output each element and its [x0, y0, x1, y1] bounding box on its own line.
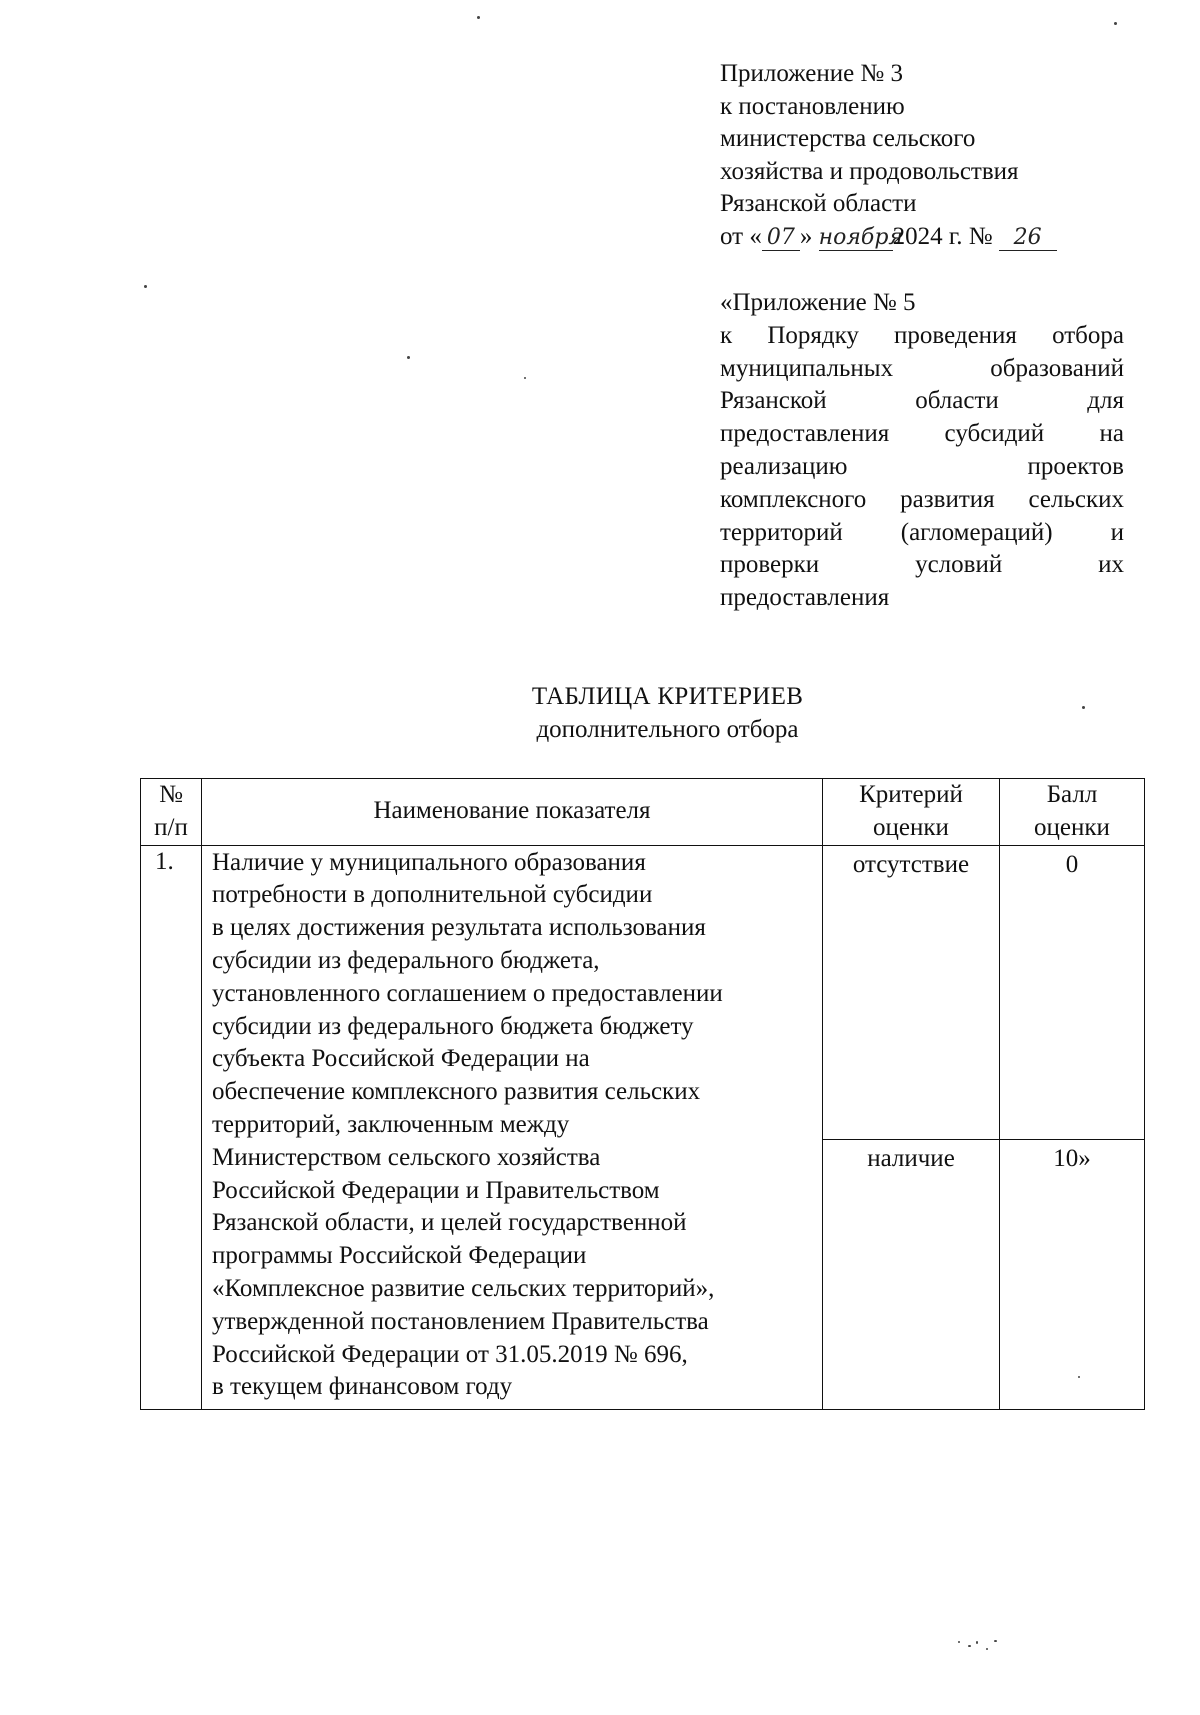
indicator-line: Наличие у муниципального образования	[212, 848, 646, 876]
row-number: 1.	[141, 845, 202, 1409]
date-prefix: от «	[720, 222, 762, 250]
header-name: Наименование показателя	[202, 779, 823, 846]
header-number-l1: №	[159, 781, 183, 808]
indicator-line: территорий, заключенным между	[212, 1110, 570, 1138]
order-line: проверки условий их	[720, 551, 1124, 579]
handwritten-day: 07	[762, 226, 800, 251]
scan-speck	[1114, 22, 1117, 25]
scan-speck	[477, 16, 480, 19]
criterion-presence: наличие	[823, 1139, 1000, 1409]
order-line: муниципальных образований	[720, 354, 1124, 382]
scan-speck	[994, 1640, 997, 1642]
indicator-line: субсидии из федерального бюджета бюджету	[212, 1012, 694, 1040]
scan-speck	[968, 1645, 971, 1647]
order-line: комплексного развития сельских	[720, 485, 1124, 513]
indicator-line: в текущем финансовом году	[212, 1373, 513, 1401]
indicator-line: программы Российской Федерации	[212, 1242, 587, 1270]
appendix-line: министерства сельского	[720, 125, 976, 152]
scan-speck	[407, 356, 410, 359]
order-last-line: предоставления	[720, 584, 890, 612]
header-number-l2: п/п	[154, 813, 188, 841]
table-row	[141, 845, 1145, 1139]
header-score-l1: Балл	[1046, 781, 1098, 808]
indicator-line: потребности в дополнительной субсидии	[212, 881, 653, 909]
indicator-line: «Комплексное развитие сельских территорий»,	[212, 1274, 715, 1302]
order-line: Рязанской области для	[720, 387, 1124, 415]
indicator-line: Рязанской области, и целей государственной	[212, 1209, 687, 1237]
header-criterion-l1: Критерий	[859, 781, 963, 808]
header-criterion	[823, 779, 1000, 846]
order-first-line: «Приложение № 5	[720, 289, 916, 316]
appendix-date-line	[720, 221, 1130, 254]
order-line: к Порядку проведения отбора	[720, 321, 1124, 349]
order-line: реализацию проектов	[720, 452, 1124, 480]
indicator-line: установленного соглашением о предоставлении	[212, 979, 723, 1007]
scan-speck	[524, 377, 526, 379]
header-criterion-l2: оценки	[873, 813, 949, 841]
order-line: предоставления субсидий на	[720, 420, 1124, 448]
appendix-line: Рязанской области	[720, 190, 917, 217]
handwritten-month: ноября	[818, 224, 903, 250]
scan-speck	[976, 1641, 978, 1644]
header-number	[141, 779, 202, 846]
indicator-line: субсидии из федерального бюджета,	[212, 946, 600, 974]
appendix-line: Приложение № 3	[720, 60, 904, 87]
scan-speck	[1082, 706, 1085, 709]
order-line: территорий (агломераций) и	[720, 518, 1124, 546]
criterion-absence: отсутствие	[823, 845, 1000, 1139]
scan-speck	[958, 1641, 960, 1643]
indicator-line: Российской Федерации от 31.05.2019 № 696,	[212, 1340, 688, 1368]
indicator-line: субъекта Российской Федерации на	[212, 1045, 590, 1073]
appendix-line: хозяйства и продовольствия	[720, 157, 1019, 185]
indicator-line: Министерством сельского хозяйства	[212, 1143, 601, 1171]
indicator-line: в целях достижения результата использования	[212, 914, 706, 942]
scan-speck	[144, 285, 147, 288]
table-subtitle: дополнительного отбора	[536, 716, 799, 743]
row-indicator-name	[202, 845, 823, 1409]
table-header-row	[141, 779, 1145, 846]
indicator-line: обеспечение комплексного развития сельских	[212, 1078, 701, 1106]
score-presence: 10»	[1000, 1139, 1145, 1409]
order-reference	[720, 287, 1124, 615]
header-score-l2: оценки	[1034, 813, 1110, 841]
handwritten-number: 26	[999, 226, 1057, 251]
criteria-table	[140, 778, 1145, 1410]
indicator-line: утвержденной постановлением Правительства	[212, 1307, 709, 1335]
header-score	[1000, 779, 1145, 846]
score-absence: 0	[1000, 845, 1145, 1139]
appendix-line: к постановлению	[720, 92, 905, 120]
year-text: 2024 г. №	[892, 222, 993, 250]
scan-speck	[986, 1648, 988, 1650]
date-close-quote: »	[799, 222, 813, 250]
indicator-line: Российской Федерации и Правительством	[212, 1176, 660, 1204]
appendix-header	[720, 58, 1130, 253]
table-title: ТАБЛИЦА КРИТЕРИЕВ	[531, 683, 804, 710]
scan-speck	[1078, 1376, 1080, 1378]
